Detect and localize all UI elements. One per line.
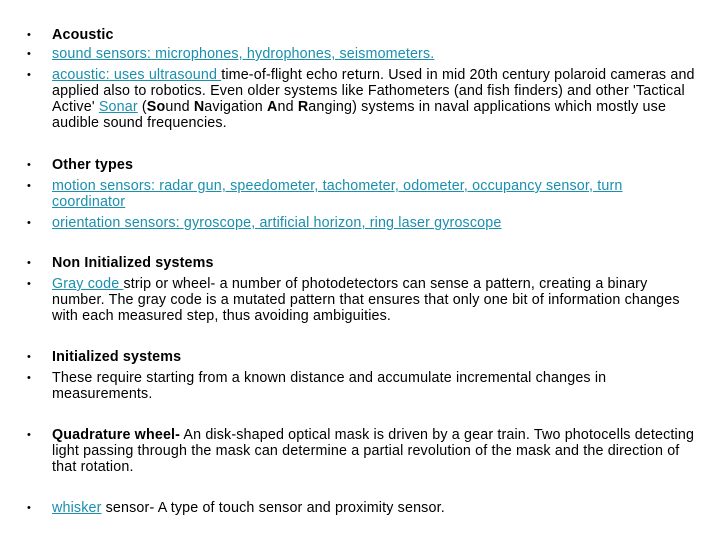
motion-sensors-item — [52, 178, 692, 210]
bullet-marker: • — [27, 217, 31, 229]
quadrature-item — [52, 427, 702, 475]
gray-code-description: strip or wheel- a number of photodetectors can sense a pattern, creating a binary number. The gray code is a mutated pattern that ensures that only one bit of information changes with each measured step, thus avoiding ambiguities. — [52, 276, 680, 324]
sonar-paren: ( — [137, 99, 147, 115]
bullet-marker: • — [27, 502, 31, 514]
acoustic-heading: Acoustic — [52, 27, 114, 43]
motion-sensors-link[interactable]: motion sensors: radar gun, speedometer, tachometer, odometer, occupancy sensor, turn coordinator — [52, 178, 623, 210]
sonar-anging: anging) systems in naval applications which mostly use audible sound frequencies. — [52, 99, 667, 131]
bullet-marker: • — [27, 48, 31, 60]
acoustic-description: time-of-flight echo return. Used in mid 20th century polaroid cameras and applied also to robotics. Even older systems like Fathometers (and fish finders) and other 'Tactical Active' — [52, 67, 695, 115]
sonar-acronym-n: N — [193, 99, 205, 115]
sonar-avigation: avigation — [204, 99, 267, 115]
bullet-marker: • — [27, 29, 31, 41]
sonar-link[interactable]: Sonar — [98, 99, 138, 115]
bullet-marker: • — [27, 429, 31, 441]
orientation-sensors-link[interactable]: orientation sensors: gyroscope, artificial horizon, ring laser gyroscope — [52, 215, 502, 231]
quadrature-description: An disk-shaped optical mask is driven by a gear train. Two photocells detecting light passing through the mask can determine a partial revolution of the mask and the direction of that rotation. — [52, 427, 695, 475]
sonar-nd: nd — [277, 99, 298, 115]
initialized-description: These require starting from a known distance and accumulate incremental changes in measurements. — [52, 370, 607, 402]
gray-code-link[interactable]: Gray code — [52, 276, 124, 292]
whisker-item — [52, 500, 702, 516]
bullet-marker: • — [27, 69, 31, 81]
bullet-marker: • — [27, 372, 31, 384]
sonar-und: und — [165, 99, 194, 115]
sound-sensors-item — [52, 46, 702, 62]
sound-sensors-link[interactable]: sound sensors: microphones, hydrophones, seismometers. — [52, 46, 435, 62]
sonar-acronym-a: A — [267, 99, 278, 115]
sonar-acronym-so: So — [146, 99, 166, 115]
other-types-heading: Other types — [52, 157, 134, 173]
quadrature-heading: Quadrature wheel- — [52, 427, 181, 443]
bullet-marker: • — [27, 351, 31, 363]
bullet-marker: • — [27, 159, 31, 171]
bullet-marker: • — [27, 257, 31, 269]
non-initialized-heading: Non Initialized systems — [52, 255, 214, 271]
whisker-link[interactable]: whisker — [52, 500, 102, 516]
initialized-heading: Initialized systems — [52, 349, 182, 365]
bullet-marker: • — [27, 180, 31, 192]
acoustic-ultrasound-item — [52, 67, 702, 131]
bullet-marker: • — [27, 278, 31, 290]
whisker-description: sensor- A type of touch sensor and proximity sensor. — [101, 500, 445, 516]
sonar-acronym-r: R — [297, 99, 309, 115]
acoustic-ultrasound-link[interactable]: acoustic: uses ultrasound — [52, 67, 222, 83]
gray-code-item — [52, 276, 702, 324]
orientation-sensors-item — [52, 215, 702, 231]
